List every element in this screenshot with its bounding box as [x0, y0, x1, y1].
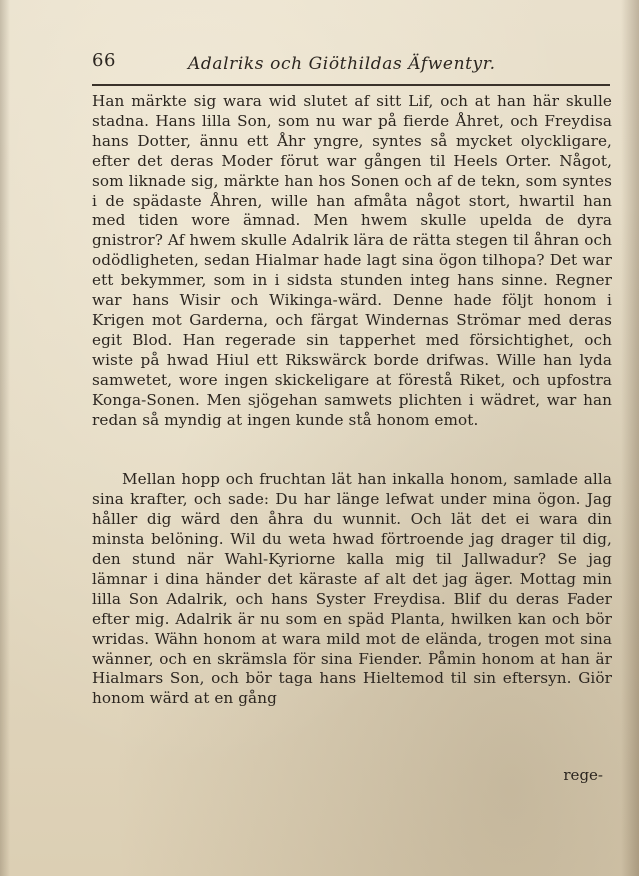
catchword: rege- — [563, 766, 603, 784]
page-header — [92, 50, 612, 84]
page-shadow-right — [621, 0, 639, 876]
paragraph-2: Mellan hopp och fruchtan lät han inkalla honom, samlade alla sina krafter, och sade: Du har länge lefwat under mina ögon. Jag håller dig wärd den åhra du wunnit. Och lät det ei wara din minsta belöning. Wil du weta hwad förtroende jag drager til dig, den stund när Wahl-Kyriorne kalla mig til Jallwadur? Se jag lämnar i dina händer det käraste af alt det jag äger. Mottag min lilla Son Adalrik, och hans Syster Freydisa. Blif du deras Fader efter mig. Adalrik är nu som en späd Planta, hwilken kan och bör wridas. Wähn honom at wara mild mot de elända, trogen mot sina wänner, och en skrämsla för sina Fiender. Påmin honom at han är Hialmars Son, och bör taga hans Hieltemod til sin eftersyn. Giör honom wärd at en gång — [92, 470, 612, 708]
body-text — [92, 92, 612, 709]
page-number: 66 — [92, 50, 116, 71]
paragraph-1: Han märkte sig wara wid slutet af sitt Lif, och at han här skulle stadna. Hans lilla Son, som nu war på fierde Åhret, och Freydisa hans Dotter, ännu ett Åhr yngre, syntes så mycket olyckligare, efter det deras Moder förut war gången til Heels Orter. Något, som liknade sig, märkte han hos Sonen och af de tekn, som syntes i de spädaste Åhren, wille han afmåta något stort, hwartil han med tiden wore ämnad. Men hwem skulle upelda de dyra gnistror? Af hwem skulle Adalrik lära de rätta stegen til åhran och odödligheten, sedan Hialmar hade lagt sina ögon tilhopa? Det war ett bekymmer, som in i sidsta stunden integ hans sinne. Regner war hans Wisir och Wikinga-wärd. Denne hade följt honom i Krigen mot Garderna, och färgat Windernas Strömar med deras egit Blod. Han regerade sin tapperhet med försichtighet, och wiste på hwad Hiul ett Rikswärck borde drifwas. Wille han lyda samwetet, wore ingen skickeligare at förestå Riket, och upfostra Konga-Sonen. Men sjögehan samwets plichten i wädret, war han redan så myndig at ingen kunde stå honom emot. — [92, 92, 612, 429]
page-shadow-left — [0, 0, 10, 876]
header-rule — [92, 84, 610, 86]
running-head: Adalriks och Giöthildas Äfwentyr. — [188, 54, 496, 74]
